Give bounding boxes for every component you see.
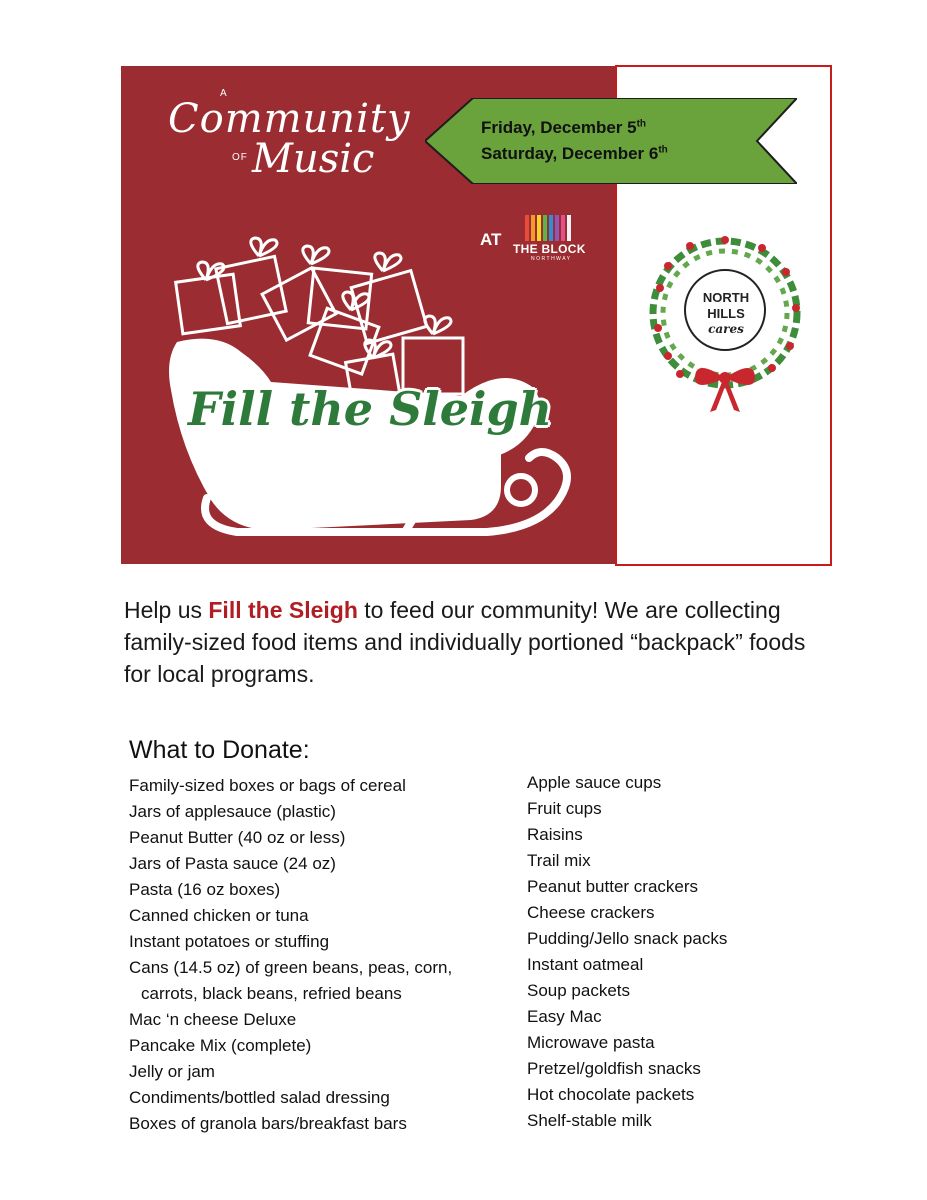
- list-item: Pasta (16 oz boxes): [129, 880, 281, 899]
- list-item: Fruit cups: [527, 799, 602, 818]
- sleigh-illustration: [121, 66, 616, 564]
- list-item: Boxes of granola bars/breakfast bars: [129, 1114, 407, 1133]
- list-item: Instant potatoes or stuffing: [129, 932, 330, 951]
- brand-of: OF: [232, 152, 248, 163]
- list-item: Peanut Butter (40 oz or less): [129, 828, 346, 847]
- date-saturday: Saturday, December 6th: [481, 144, 668, 163]
- list-item: Canned chicken or tuna: [129, 906, 309, 925]
- list-item: Pudding/Jello snack packs: [527, 929, 728, 948]
- list-item: Shelf-stable milk: [527, 1111, 652, 1130]
- list-item: Hot chocolate packets: [527, 1085, 695, 1104]
- donate-list-family: [129, 773, 509, 1137]
- list-item: Microwave pasta: [527, 1033, 655, 1052]
- intro-paragraph: [124, 594, 824, 690]
- venue-name: THE BLOCK: [513, 242, 586, 256]
- list-item: Trail mix: [527, 851, 591, 870]
- list-item: Jars of applesauce (plastic): [129, 802, 336, 821]
- list-item: Peanut butter crackers: [527, 877, 699, 896]
- list-item: Raisins: [527, 825, 583, 844]
- list-item: Mac ‘n cheese Deluxe: [129, 1010, 297, 1029]
- donate-list-backpack: [527, 770, 827, 1134]
- intro-highlight: Fill the Sleigh: [208, 597, 358, 623]
- list-item: Jelly or jam: [129, 1062, 215, 1081]
- list-item: Apple sauce cups: [527, 773, 662, 792]
- brand-community: Community: [168, 96, 411, 142]
- list-item: Pancake Mix (complete): [129, 1036, 312, 1055]
- partner-line-3: cares: [708, 322, 744, 336]
- list-item: Soup packets: [527, 981, 631, 1000]
- intro-before: Help us: [124, 597, 209, 623]
- list-item: Condiments/bottled salad dressing: [129, 1088, 390, 1107]
- event-title: Fill the Sleigh: [188, 382, 553, 436]
- list-item: Cans (14.5 oz) of green beans, peas, corn,: [129, 958, 453, 977]
- donate-heading: What to Donate:: [129, 736, 310, 764]
- at-label: AT: [480, 230, 502, 249]
- venue-subtitle: NORTHWAY: [531, 256, 572, 262]
- brand-music: Music: [252, 136, 375, 182]
- list-item: Cheese crackers: [527, 903, 655, 922]
- date-friday: Friday, December 5th: [481, 118, 647, 137]
- list-item: Easy Mac: [527, 1007, 602, 1026]
- intro-after: to feed our community! We are collecting family-sized food items and individually portioned “backpack” foods for local programs.: [124, 597, 806, 687]
- list-item-continued: carrots, black beans, refried beans: [141, 984, 402, 1003]
- list-item: Instant oatmeal: [527, 955, 644, 974]
- list-item: Jars of Pasta sauce (24 oz): [129, 854, 336, 873]
- partner-line-2: HILLS: [707, 306, 745, 321]
- brand-a: A: [220, 88, 228, 99]
- partner-line-1: NORTH: [702, 290, 750, 305]
- list-item: Family-sized boxes or bags of cereal: [129, 776, 406, 795]
- list-item: Pretzel/goldfish snacks: [527, 1059, 701, 1078]
